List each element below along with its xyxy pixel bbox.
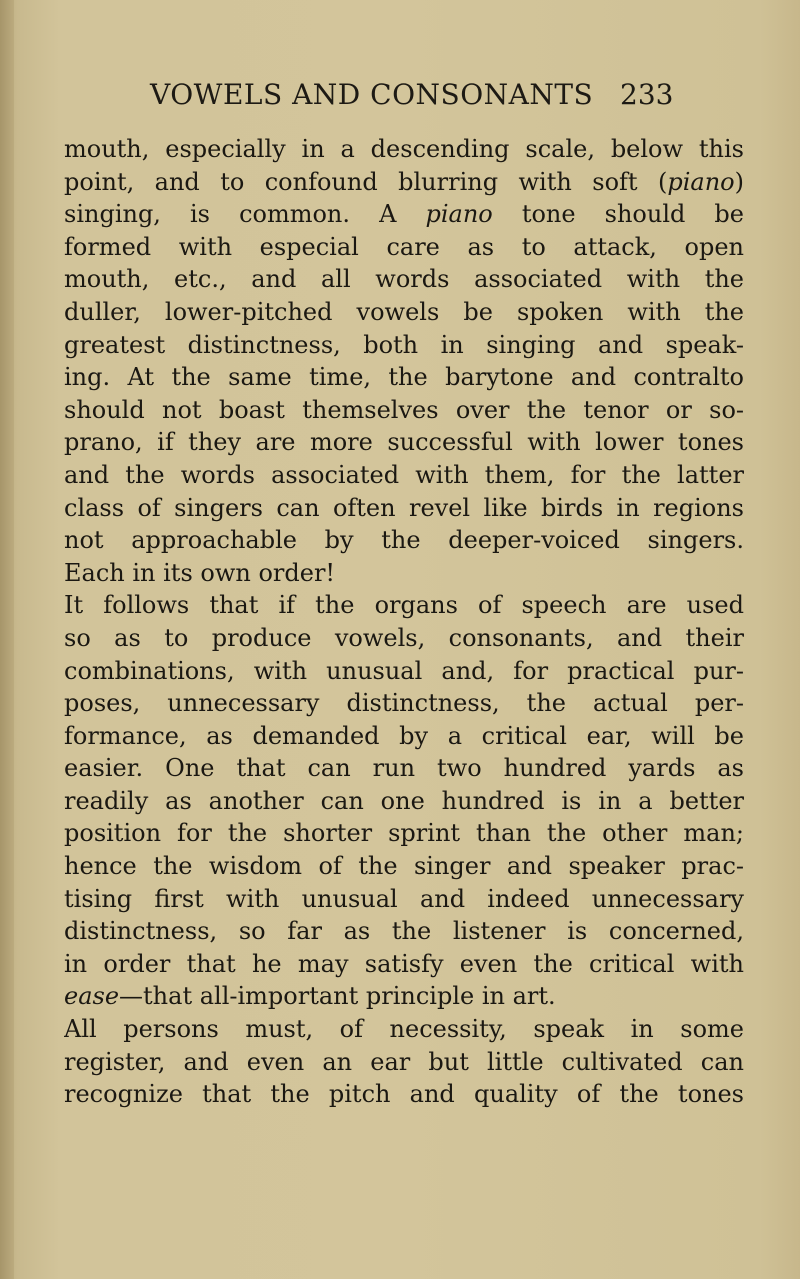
text-line: formed with especial care as to attack, open xyxy=(64,232,744,261)
page-number: 233 xyxy=(620,78,674,111)
text-line: position for the shorter sprint than the other man; xyxy=(64,819,744,848)
text-line: It follows that if the organs of speech are used xyxy=(64,591,744,620)
text-line: not approachable by the deeper-voiced singers. xyxy=(64,526,744,555)
text-line: hence the wisdom of the singer and speaker prac- xyxy=(64,852,744,881)
text-line: ing. At the same time, the barytone and contralto xyxy=(64,363,744,392)
text-line: mouth, etc., and all words associated with the xyxy=(64,265,744,294)
text-line: and the words associated with them, for the latter xyxy=(64,460,744,489)
body-text xyxy=(64,133,744,1111)
text-line: formance, as demanded by a critical ear, will be xyxy=(64,721,744,750)
text-line: ease—that all-important principle in art. xyxy=(64,982,556,1011)
text-line: so as to produce vowels, consonants, and their xyxy=(64,623,744,652)
text-line: prano, if they are more successful with lower tones xyxy=(64,428,744,457)
text-line: should not boast themselves over the tenor or so- xyxy=(64,395,744,424)
text-line: in order that he may satisfy even the critical with xyxy=(64,949,744,978)
text-line: register, and even an ear but little cultivated can xyxy=(64,1047,744,1076)
text-line: greatest distinctness, both in singing and speak- xyxy=(64,330,744,359)
text-line: tising first with unusual and indeed unnecessary xyxy=(64,884,744,913)
text-line: point, and to confound blurring with soft (piano) xyxy=(64,167,744,196)
text-line: All persons must, of necessity, speak in some xyxy=(64,1015,744,1044)
text-line: class of singers can often revel like birds in regions xyxy=(64,493,744,522)
text-line: distinctness, so far as the listener is concerned, xyxy=(64,917,744,946)
text-line: combinations, with unusual and, for practical pur- xyxy=(64,656,744,685)
text-line: recognize that the pitch and quality of the tones xyxy=(64,1080,744,1109)
text-line: poses, unnecessary distinctness, the actual per- xyxy=(64,689,744,718)
text-line: singing, is common. A piano tone should be xyxy=(64,200,744,229)
text-line: duller, lower-pitched vowels be spoken with the xyxy=(64,297,744,326)
page-gutter-shadow xyxy=(0,0,14,1279)
text-line: easier. One that can run two hundred yards as xyxy=(64,754,744,783)
text-line: mouth, especially in a descending scale, below this xyxy=(64,135,744,163)
page-header xyxy=(0,78,800,122)
text-line: Each in its own order! xyxy=(64,558,336,587)
text-line: readily as another can one hundred is in a better xyxy=(64,786,744,815)
running-title: VOWELS AND CONSONANTS xyxy=(150,78,594,111)
